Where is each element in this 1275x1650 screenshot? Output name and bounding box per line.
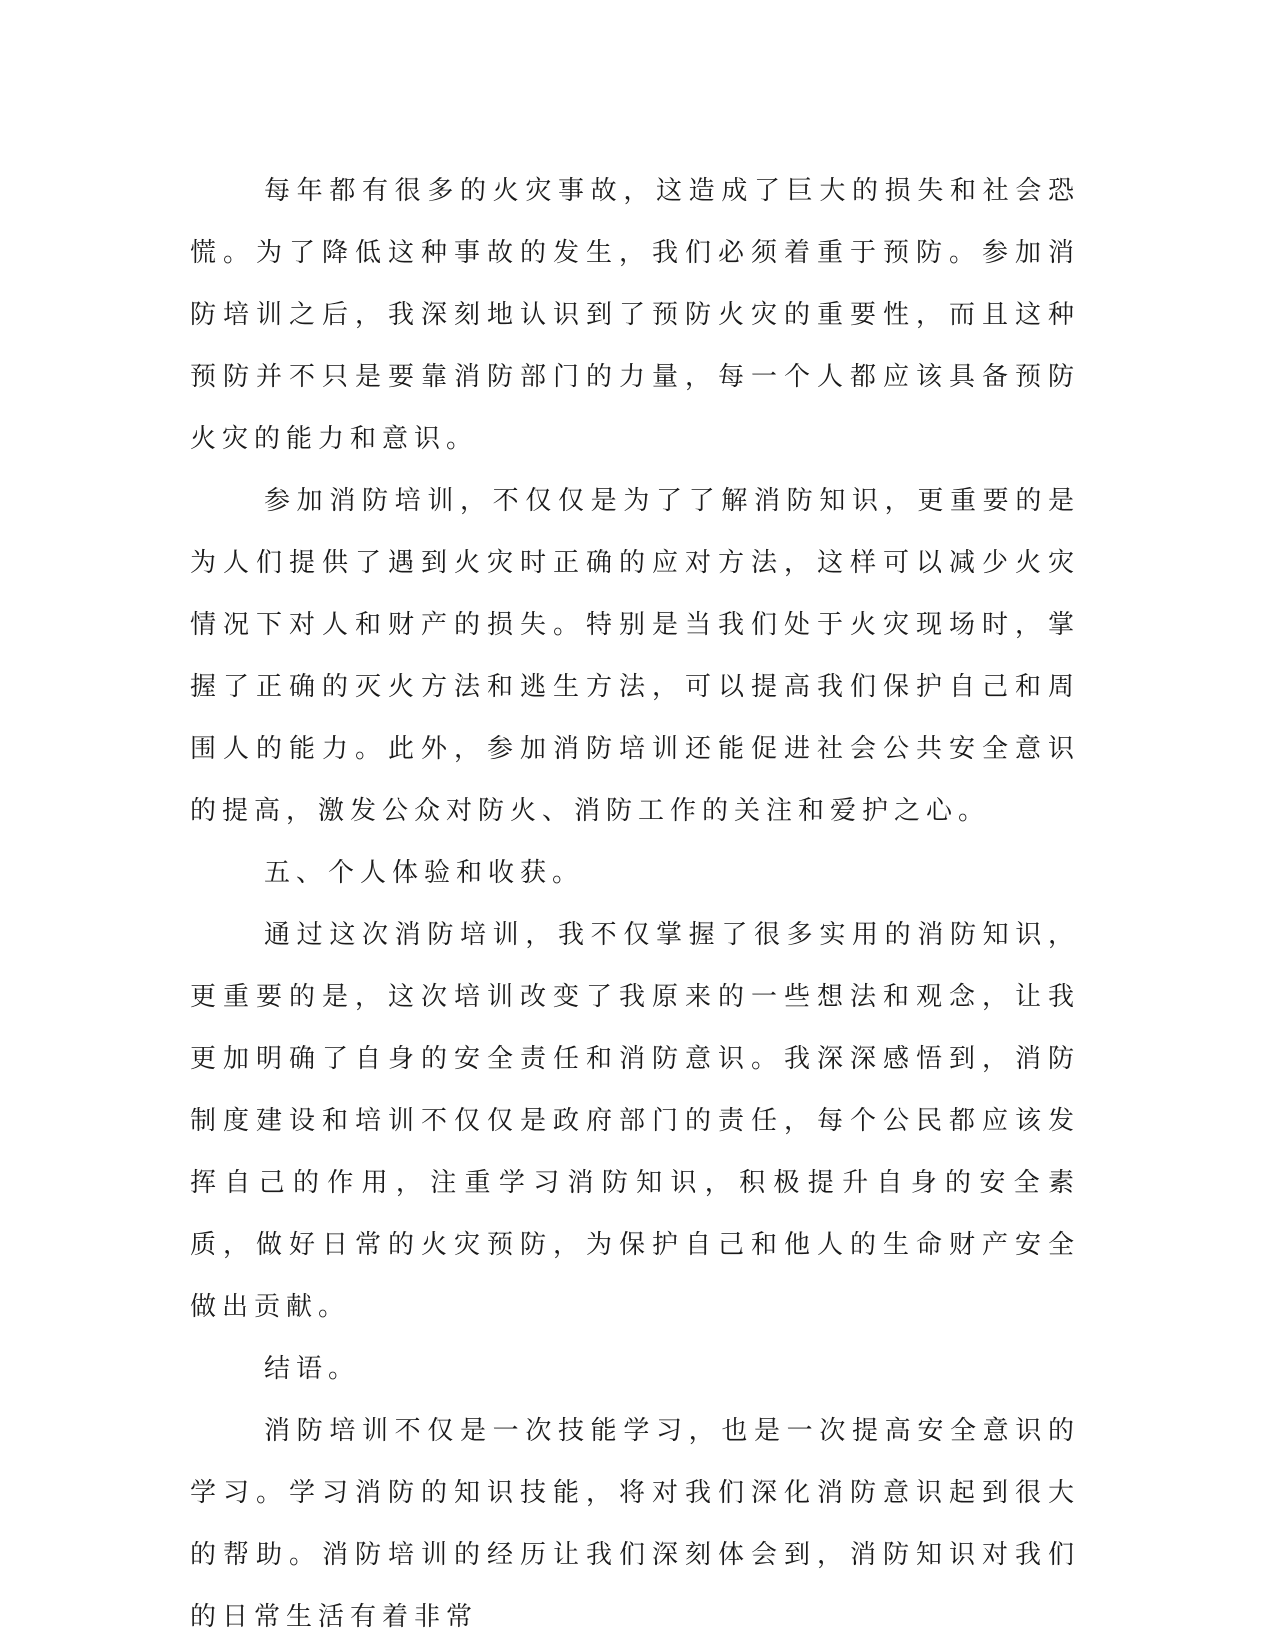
document-body bbox=[190, 160, 1080, 1648]
section-heading-personal-experience: 五、个人体验和收获。 bbox=[264, 858, 585, 888]
paragraph-conclusion: 消防培训不仅是一次技能学习，也是一次提高安全意识的学习。学习消防的知识技能，将对我们深化消防意识起到很大的帮助。消防培训的经历让我们深刻体会到，消防知识对我们的日常生活有着非常 bbox=[190, 1416, 1080, 1632]
paragraph-fire-prevention: 每年都有很多的火灾事故，这造成了巨大的损失和社会恐慌。为了降低这种事故的发生，我们必须着重于预防。参加消防培训之后，我深刻地认识到了预防火灾的重要性，而且这种预防并不只是要靠消防部门的力量，每一个人都应该具备预防火灾的能力和意识。 bbox=[190, 176, 1080, 454]
paragraph-training-benefits: 参加消防培训，不仅仅是为了了解消防知识，更重要的是为人们提供了遇到火灾时正确的应对方法，这样可以减少火灾情况下对人和财产的损失。特别是当我们处于火灾现场时，掌握了正确的灭火方法和逃生方法，可以提高我们保护自己和周围人的能力。此外，参加消防培训还能促进社会公共安全意识的提高，激发公众对防火、消防工作的关注和爱护之心。 bbox=[190, 486, 1080, 826]
paragraph-personal-experience: 通过这次消防培训，我不仅掌握了很多实用的消防知识，更重要的是，这次培训改变了我原来的一些想法和观念，让我更加明确了自身的安全责任和消防意识。我深深感悟到，消防制度建设和培训不仅仅是政府部门的责任，每个公民都应该发挥自己的作用，注重学习消防知识，积极提升自身的安全素质，做好日常的火灾预防，为保护自己和他人的生命财产安全做出贡献。 bbox=[190, 920, 1080, 1322]
section-heading-conclusion: 结语。 bbox=[264, 1354, 361, 1384]
